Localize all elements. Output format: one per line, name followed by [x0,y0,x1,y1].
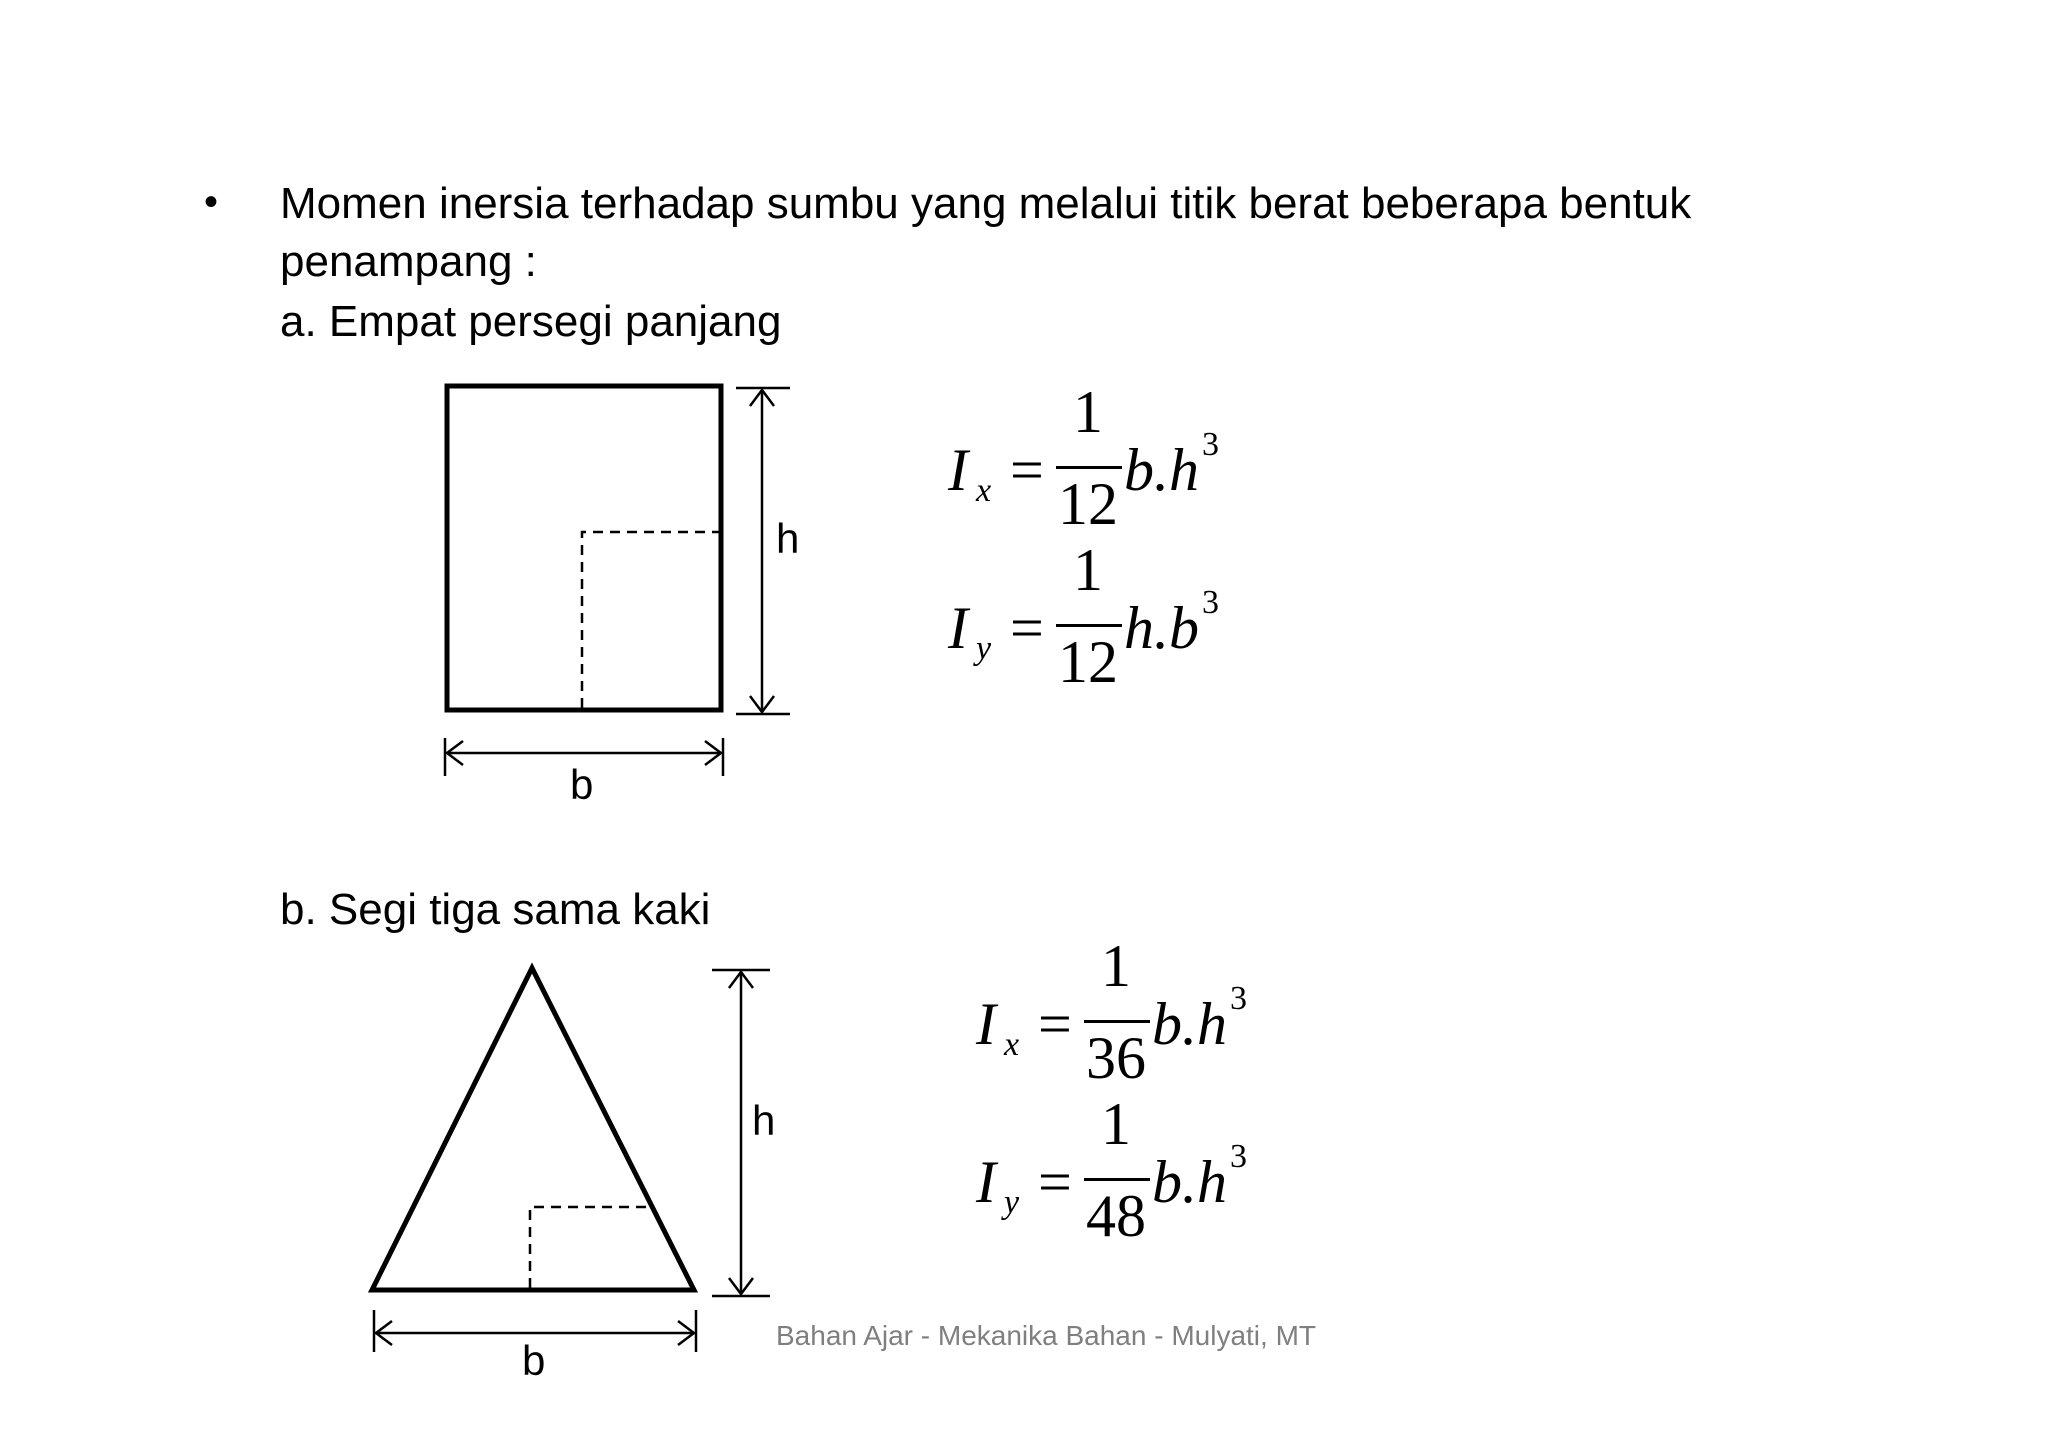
eq-a2-numerator: 1 [1073,537,1103,603]
eq-b2-fraction-bar [1084,1178,1150,1181]
eq-b1-numerator: 1 [1101,933,1131,999]
eq-b2-denominator: 48 [1086,1183,1146,1249]
rectangle-label-b: b [570,761,594,808]
eq-b1-exponent: 3 [1230,980,1247,1017]
eq-a1-term: b.h [1124,437,1199,503]
eq-a2-term: h.b [1124,595,1199,661]
footer-text: Bahan Ajar - Mekanika Bahan - Mulyati, MT [776,1320,1317,1351]
eq-a1-equals: = [1010,437,1044,503]
eq-b1-fraction-bar [1084,1020,1150,1023]
eq-a1-subscript: x [976,472,992,509]
rectangle-figure [445,386,790,776]
eq-a1-exponent: 3 [1202,426,1219,463]
eq-b2-exponent: 3 [1230,1138,1247,1175]
eq-a1-numerator: 1 [1073,379,1103,445]
eq-a2-denominator: 12 [1058,629,1118,695]
eq-b1-denominator: 36 [1086,1025,1146,1091]
eq-b2-numerator: 1 [1101,1091,1131,1157]
eq-a2-exponent: 3 [1202,584,1219,621]
triangle-label-h: h [752,1097,776,1144]
eq-b1-equals: = [1038,991,1072,1057]
eq-a2-fraction-bar [1056,624,1122,627]
eq-a1-fraction-bar [1056,466,1122,469]
triangle-label-b: b [522,1337,546,1384]
eq-a2-equals: = [1010,595,1044,661]
rectangle-label-h: h [776,515,800,562]
triangle-shape [372,968,694,1290]
rectangle-shape [447,386,721,710]
bullet-text-line1: Momen inersia terhadap sumbu yang melalui titik berat beberapa bentuk [280,179,1692,228]
bullet-symbol: • [204,180,219,224]
section-b-title: b. Segi tiga sama kaki [280,885,711,934]
eq-a1-symbol: I [948,437,968,503]
eq-b2-term: b.h [1152,1149,1227,1215]
eq-a2-symbol: I [948,595,968,661]
eq-b1-symbol: I [976,991,996,1057]
eq-b1-term: b.h [1152,991,1227,1057]
eq-b2-subscript: y [1004,1184,1020,1221]
eq-a1-denominator: 12 [1058,471,1118,537]
triangle-centroid-dashed [530,1207,650,1288]
eq-b2-equals: = [1038,1149,1072,1215]
section-a-title: a. Empat persegi panjang [280,297,782,346]
rectangle-centroid-dashed [582,532,719,708]
bullet-text-line2: penampang : [280,237,537,286]
triangle-figure [372,968,770,1352]
eq-a2-subscript: y [976,630,992,667]
eq-b2-symbol: I [976,1149,996,1215]
eq-b1-subscript: x [1004,1026,1020,1063]
